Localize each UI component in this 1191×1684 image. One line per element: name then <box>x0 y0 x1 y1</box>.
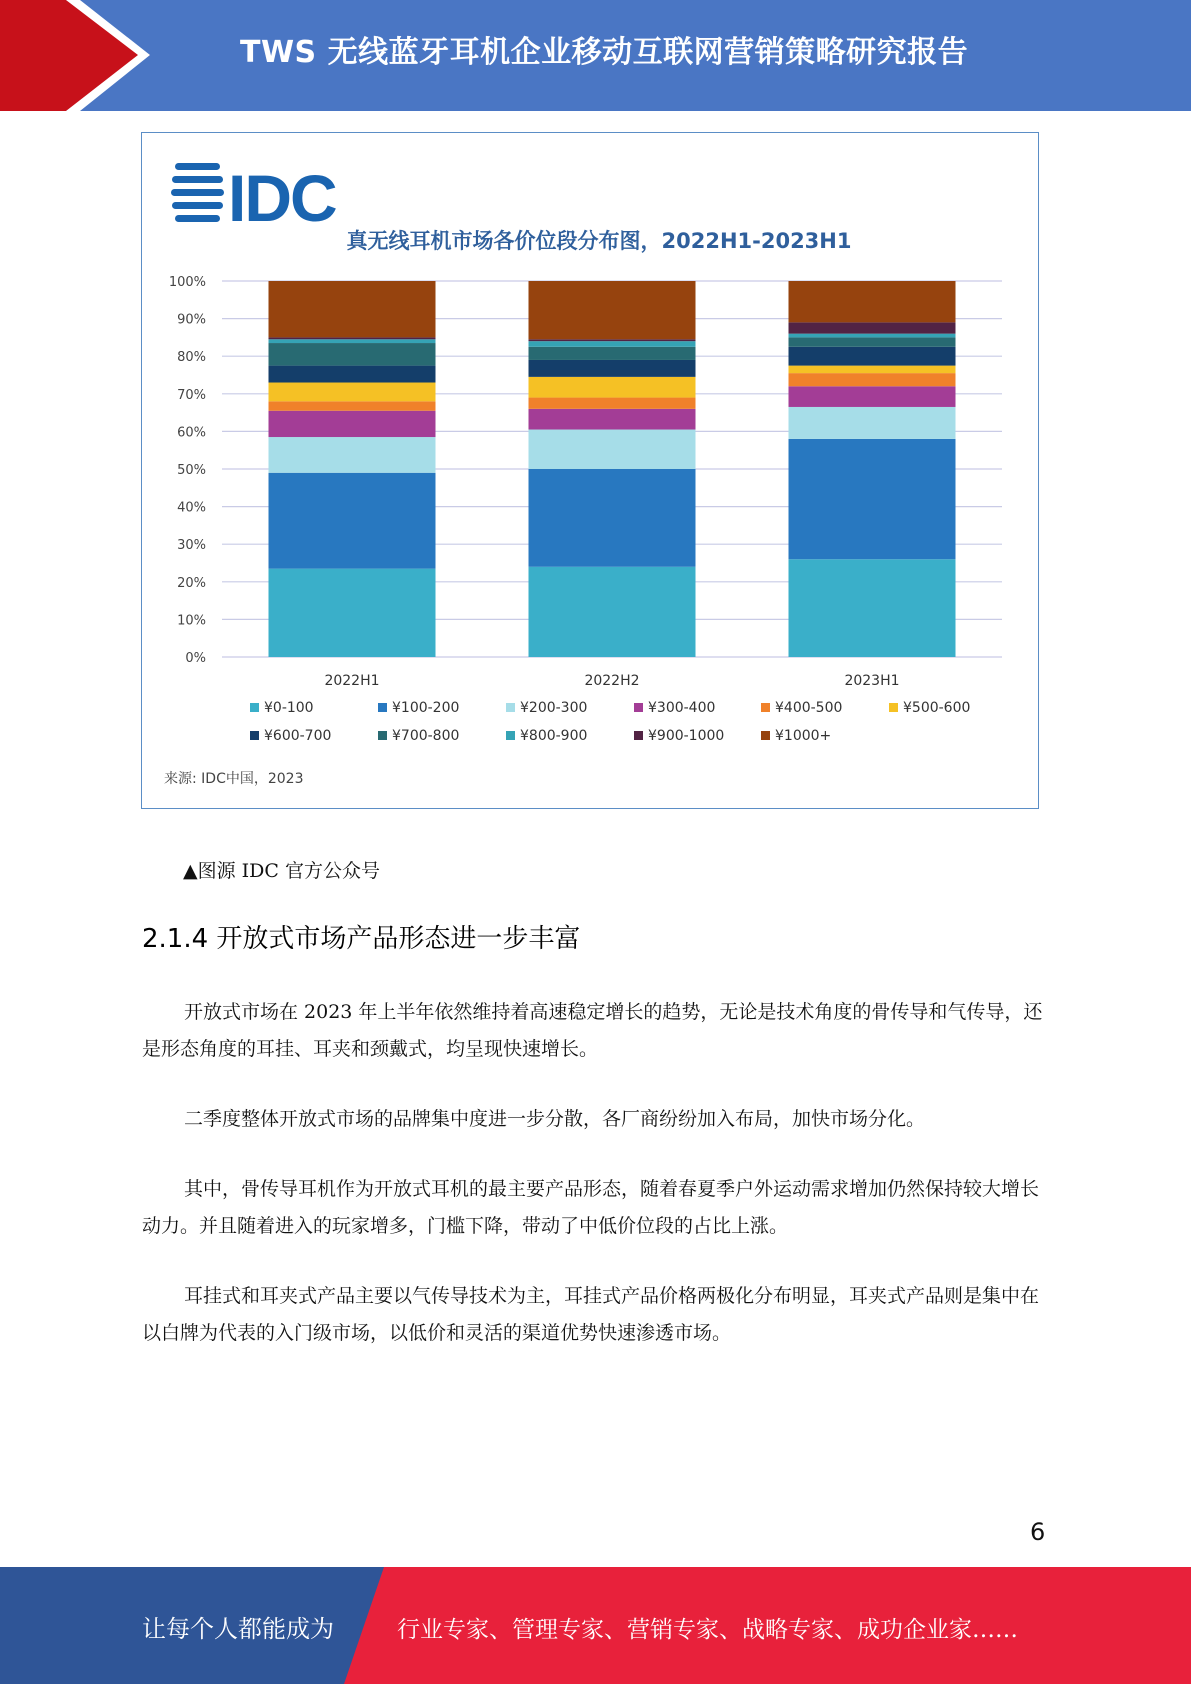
legend-label: ¥300-400 <box>648 700 716 716</box>
bar-segment <box>269 281 436 337</box>
bar-segment <box>269 569 436 657</box>
chart-figure <box>141 132 1039 809</box>
chart-title: 真无线耳机市场各价位段分布图，2022H1-2023H1 <box>346 229 852 253</box>
bar-segment <box>789 337 956 346</box>
page-number: 6 <box>1030 1518 1046 1546</box>
legend-label: ¥200-300 <box>520 700 588 716</box>
paragraph-4: 耳挂式和耳夹式产品主要以气传导技术为主，耳挂式产品价格两极化分布明显，耳夹式产品则是集中在以白牌为代表的入门级市场，以低价和灵活的渠道优势快速渗透市场。 <box>142 1285 1040 1344</box>
bar-segment <box>269 437 436 473</box>
paragraph-3: 其中，骨传导耳机作为开放式耳机的最主要产品形态，随着春夏季户外运动需求增加仍然保持较大增长动力。并且随着进入的玩家增多，门槛下降，带动了中低价位段的占比上涨。 <box>142 1178 1040 1237</box>
page-header <box>0 0 1191 111</box>
legend-swatch <box>378 703 387 712</box>
bar-segment <box>789 366 956 374</box>
bar-segment <box>789 334 956 338</box>
bar-segment <box>529 360 696 377</box>
bar-segment <box>789 347 956 366</box>
legend-swatch <box>761 703 770 712</box>
idc-logo <box>171 161 336 235</box>
bar-segment <box>269 473 436 569</box>
chart-source-note: 来源: IDC中国，2023 <box>164 771 304 787</box>
y-tick-label: 100% <box>168 275 206 290</box>
legend-swatch <box>250 731 259 740</box>
bar-segment <box>269 383 436 402</box>
bar-segment <box>269 401 436 410</box>
bar-segment <box>529 377 696 398</box>
bar-segment <box>269 337 436 339</box>
bar-segment <box>789 322 956 333</box>
x-tick-label: 2023H1 <box>844 673 900 689</box>
footer-slogan-left: 让每个人都能成为 <box>142 1615 334 1643</box>
idc-logo-text: IDC <box>228 161 336 235</box>
legend-swatch <box>889 703 898 712</box>
y-tick-label: 10% <box>177 613 206 629</box>
y-tick-label: 60% <box>177 425 206 441</box>
report-title: TWS 无线蓝牙耳机企业移动互联网营销策略研究报告 <box>240 35 969 70</box>
y-tick-label: 50% <box>177 463 206 478</box>
bar-segment <box>529 339 696 341</box>
page-footer <box>0 1567 1191 1684</box>
legend-swatch <box>634 731 643 740</box>
bar-segment <box>529 430 696 469</box>
y-tick-label: 0% <box>185 651 206 666</box>
bar-segment <box>529 398 696 409</box>
legend-label: ¥500-600 <box>903 700 971 716</box>
footer-slogan-right: 行业专家、管理专家、营销专家、战略专家、成功企业家…… <box>397 1617 1018 1643</box>
legend-swatch <box>506 731 515 740</box>
legend-label: ¥1000+ <box>775 728 832 744</box>
legend-swatch <box>634 703 643 712</box>
bar-segment <box>529 281 696 339</box>
bar-segment <box>529 341 696 347</box>
x-tick-label: 2022H2 <box>584 673 640 689</box>
y-tick-label: 80% <box>177 350 206 366</box>
bar-segment <box>789 559 956 657</box>
section-heading: 2.1.4 开放式市场产品形态进一步丰富 <box>142 924 581 954</box>
legend-swatch <box>506 703 515 712</box>
paragraph-1: 开放式市场在 2023 年上半年依然维持着高速稳定增长的趋势，无论是技术角度的骨传导和气传导，还是形态角度的耳挂、耳夹和颈戴式，均呈现快速增长。 <box>142 1001 1043 1060</box>
bar-segment <box>529 347 696 360</box>
legend-swatch <box>250 703 259 712</box>
bar-segment <box>789 407 956 439</box>
bar-segment <box>529 469 696 567</box>
y-tick-label: 40% <box>177 500 206 516</box>
y-tick-label: 90% <box>177 312 206 328</box>
header-arrow-decoration <box>0 0 150 111</box>
bar-segment <box>789 373 956 386</box>
bar-segment <box>789 386 956 407</box>
paragraph-2: 二季度整体开放式市场的品牌集中度进一步分散，各厂商纷纷加入布局，加快市场分化。 <box>184 1108 926 1130</box>
bar-segment <box>529 567 696 657</box>
bar-segment <box>269 339 436 343</box>
bar-segment <box>269 411 436 437</box>
y-tick-label: 70% <box>177 387 206 403</box>
legend-label: ¥800-900 <box>520 728 588 744</box>
stacked-bar-chart <box>142 133 1040 810</box>
y-tick-label: 20% <box>177 575 206 591</box>
x-tick-label: 2022H1 <box>324 673 380 689</box>
bar-segment <box>529 409 696 430</box>
bar-segment <box>789 439 956 559</box>
legend-label: ¥900-1000 <box>648 728 725 744</box>
y-tick-label: 30% <box>177 538 206 554</box>
figure-caption: ▲图源 IDC 官方公众号 <box>183 860 380 882</box>
legend-label: ¥100-200 <box>392 700 460 716</box>
legend-label: ¥0-100 <box>264 700 314 716</box>
body-text <box>142 994 1048 1385</box>
legend-label: ¥400-500 <box>775 700 843 716</box>
legend-label: ¥600-700 <box>264 728 332 744</box>
legend-swatch <box>761 731 770 740</box>
bar-segment <box>789 281 956 322</box>
legend-label: ¥700-800 <box>392 728 460 744</box>
bar-segment <box>269 366 436 383</box>
bar-segment <box>269 343 436 366</box>
legend-swatch <box>378 731 387 740</box>
